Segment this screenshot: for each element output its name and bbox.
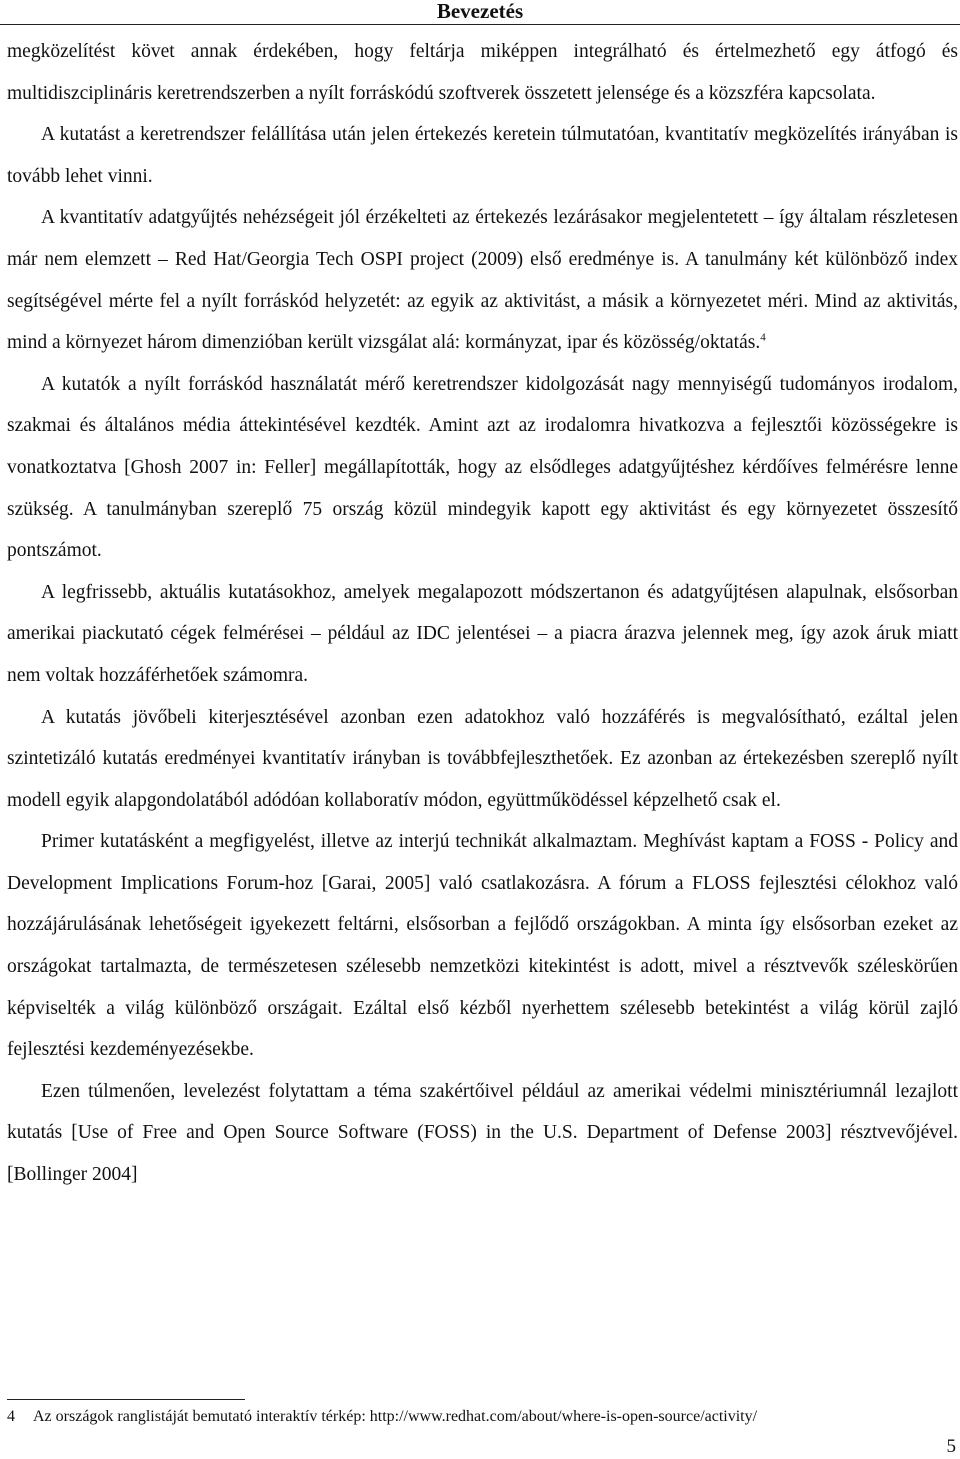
footnote [7, 1406, 958, 1428]
page-header [0, 0, 960, 25]
paragraph-4: A kutatók a nyílt forráskód használatát mérő keretrendszer kidolgozását nagy mennyiségű tudományos irodalom, szakmai és általános média áttekintésével kezdték. Amint azt az irodalomra hivatkozva a fejlesztői közösségekre is vonatkoztatva [Ghosh 2007 in: Feller] megállapították, hogy az elsődleges adatgyűjtéshez kérdőíves felmérésre lenne szükség. A tanulmányban szereplő 75 ország közül mindegyik kapott egy aktivitást és egy környezetet összesítő pontszámot. [7, 373, 958, 562]
footnote-reference: 4 [760, 331, 766, 344]
page-number: 5 [946, 1436, 956, 1457]
footnote-text: Az országok ranglistáját bemutató interaktív térkép: http://www.redhat.com/about/where-is-open-source/activity/ [33, 1408, 758, 1425]
paragraph-6: A kutatás jövőbeli kiterjesztésével azonban ezen adatokhoz való hozzáférés is megvalósítható, ezáltal jelen szintetizáló kutatás eredményei kvantitatív irányban is továbbfejleszthetőek. Ez azonban az értekezésben szereplő nyílt modell egyik alapgondolatából adódóan kollaboratív módon, együttműködéssel képzelhető csak el. [7, 706, 958, 811]
paragraph-3: A kvantitatív adatgyűjtés nehézségeit jól érzékelteti az értekezés lezárásakor megjelentetett – így általam részletesen már nem elemzett – Red Hat/Georgia Tech OSPI project (2009) első eredménye is. A tanulmány két különböző index segítségével mérte fel a nyílt forráskód helyzetét: az egyik az aktivitást, a másik a környezetet méri. Mind az aktivitás, mind a környezet három dimenzióban került vizsgálat alá: kormányzat, ipar és közösség/oktatás.$^4$ [7, 207, 958, 354]
paragraph-2: A kutatást a keretrendszer felállítása után jelen értekezés keretein túlmutatóan, kvantitatív megközelítés irányában is tovább lehet vinni. [7, 124, 958, 187]
paragraph-1: megközelítést követ annak érdekében, hogy feltárja miképpen integrálható és értelmezhető egy átfogó és multidiszciplináris keretrendszerben a nyílt forráskódú szoftverek összetett jelensége és a közszféra kapcsolata. [7, 41, 958, 104]
paragraph-8: Ezen túlmenően, levelezést folytattam a téma szakértőivel például az amerikai védelmi minisztériumnál lezajlott kutatás [Use of Free and Open Source Software (FOSS) in the U.S. Department of Defense 2003] résztvevőjével. [Bollinger 2004] [7, 1080, 958, 1186]
footnote-separator [7, 1399, 245, 1400]
footnote-number: 4 [7, 1408, 15, 1425]
header-title: Bevezetés [436, 0, 524, 23]
paragraph-5: A legfrissebb, aktuális kutatásokhoz, amelyek megalapozott módszertanon és adatgyűjtésen alapulnak, elsősorban amerikai piackutató cégek felmérései – például az IDC jelentései – a piacra árazva jelennek meg, így azok áruk miatt nem voltak hozzáférhetőek számomra. [7, 581, 958, 686]
document-body [7, 31, 958, 1196]
paragraph-7: Primer kutatásként a megfigyelést, illetve az interjú technikát alkalmaztam. Meghívást kaptam a FOSS - Policy and Development Implications Forum-hoz [Garai, 2005] való csatlakozásra. A fórum a FLOSS fejlesztési célokhoz való hozzájárulásának lehetőségeit igyekezett feltárni, elsősorban a fejlődő országokban. A minta így elsősorban ezeket az országokat tartalmazta, de természetesen szélesebb nemzetközi kitekintést is adott, mivel a résztvevők széleskörűen képviselték a világ különböző országait. Ezáltal első kézből nyerhettem szélesebb betekintést a világ körül zajló fejlesztési kezdeményezésekbe. [7, 831, 958, 1061]
